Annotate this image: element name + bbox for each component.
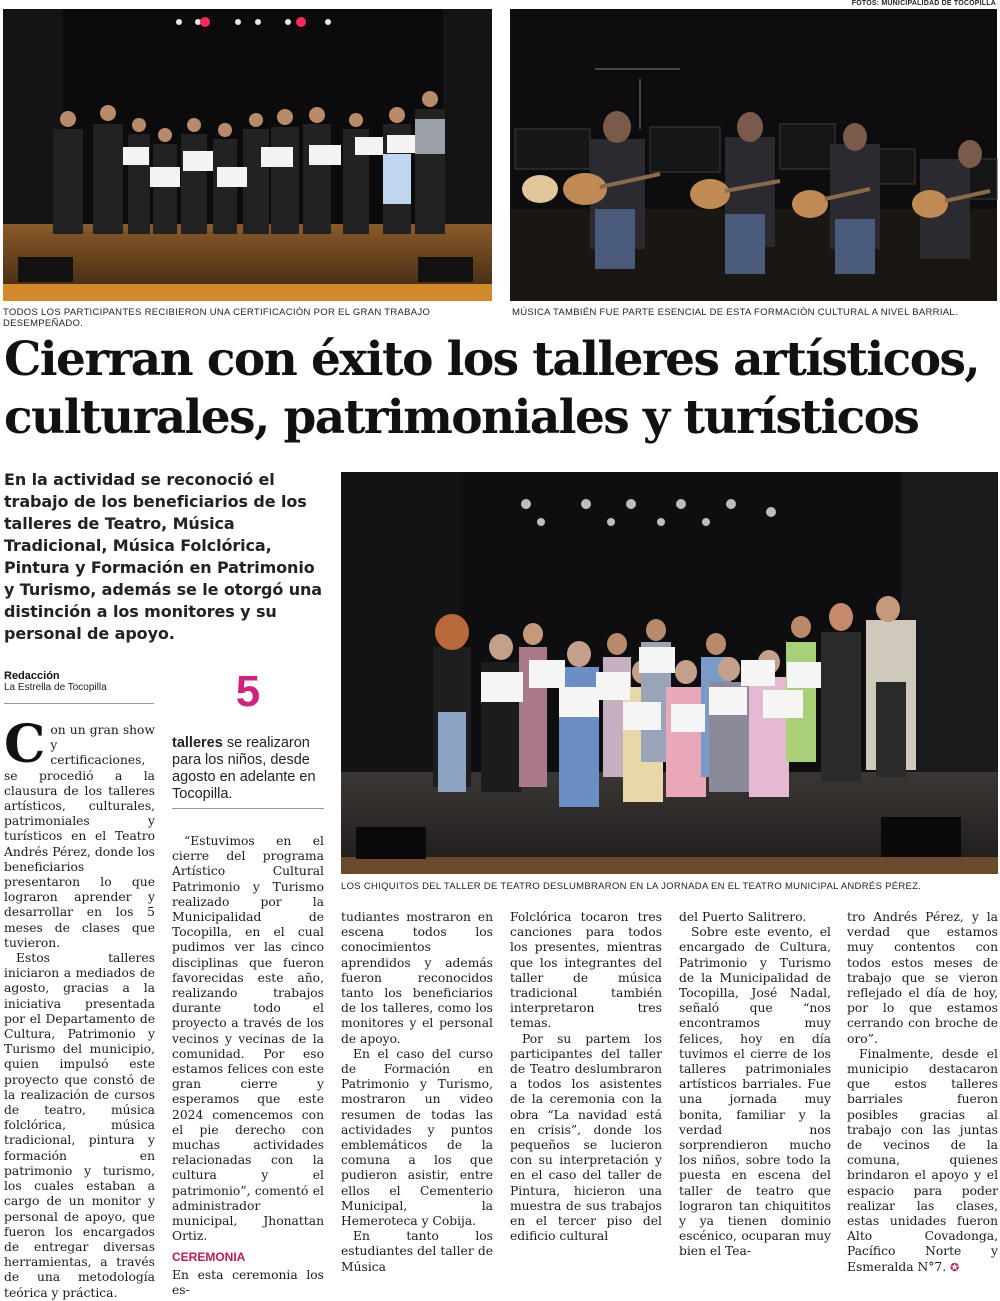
photo-theatre-children: [341, 472, 998, 874]
guitar-players-illustration: [510, 9, 997, 301]
body-column-4: [510, 910, 662, 1244]
paragraph: “Estuvimos en el cierre del programa Artístico Cultural Patrimonio y Turismo realizado por la Municipalidad de Tocopilla, en el cual pudimos ver las cinco disciplinas que fueron favorecidas este año, realizando trabajos durante todo el proyecto a través de los vecinos y vecinas de la comunidad. Por eso estamos felices con este gran cierre y esperamos que este 2024 comencemos con el pie derecho con muchas actividades relacionadas con la cultura y el patrimonio”, comentó el administrador municipal, Jhonattan Ortiz.: [172, 834, 324, 1244]
paragraph-intro: Con un gran show y certificaciones, se procedió a la clausura de los talleres artísticos, culturales, patrimoniales y turísticos en el Teatro Andrés Pérez, donde los beneficiarios presentaron lo que lograron aprender y desarrollar en los 5 meses de clases que tuvieron.: [4, 714, 155, 950]
paragraph: Estos talleres iniciaron a mediados de agosto, gracias a la iniciativa presentada por el Departamento de Cultura, Patrimonio y Turismo del municipio, quien impulsó este proyecto que constó de la realización de cursos de teatro, música folclórica, música tradicional, pintura y formación en patrimonio y turismo, los cuales estaban a cargo de un monitor y personal de apoyo, que fueron los encargados de entregar diversas herramientas, a través de una metodología teórica y práctica.: [4, 951, 155, 1300]
paragraph: Sobre este evento, el encargado de Cultura, Patrimonio y Turismo de la Municipalidad de Tocopilla, José Nadal, señaló que “nos encontramos muy felices, hoy en día tuvimos el cierre de los talleres patrimoniales artísticos barriales. Fue una jornada muy bonita, familiar y la verdad nos sorprendieron mucho los niños, sobre todo la puesta en escena del taller de teatro que lograron tan chiquititos y ya tienen dominio escénico, ocuparan muy bien el Tea-: [679, 925, 831, 1259]
paragraph: Finalmente, desde el municipio destacaron que estos talleres barriales fueron posibles gracias al trabajo con las juntas de vecinos de la comuna, quienes brindaron el apoyo y el espacio para poder realizar las clases, estas unidades fueron Alto Covadonga, Pacífico Norte y Esmeralda N°7. ✪: [847, 1046, 998, 1274]
byline-name: Redacción: [4, 670, 60, 682]
stage-group-illustration: [3, 9, 492, 301]
caption-photo-music: MÚSICA TAMBIÉN FUE PARTE ESENCIAL DE ESTA FORMACIÓN CULTURAL A NIVEL BARRIAL.: [512, 307, 958, 318]
paragraph: En esta ceremonia los es-: [172, 1267, 324, 1297]
paragraph: tro Andrés Pérez, y la verdad que estamos muy contentos con todos estos meses de trabajo que se vieron reflejado el día de hoy, por lo que estamos cerrando con broche de oro”.: [847, 910, 998, 1046]
end-mark-icon: ✪: [950, 1260, 960, 1274]
paragraph: En tanto los estudiantes del taller de Música: [341, 1229, 493, 1274]
body-column-6: [847, 910, 998, 1274]
caption-photo-certification: TODOS LOS PARTICIPANTES RECIBIERON UNA CERTIFICACIÓN POR EL GRAN TRABAJO DESEMPEÑADO.: [3, 307, 431, 329]
body-column-3: [341, 910, 493, 1274]
paragraph: Folclórica tocaron tres canciones para todos los presentes, mientras que los integrantes del taller de música tradicional también interpretaron tres temas.: [510, 910, 662, 1031]
headline-line-2: culturales, patrimoniales y turísticos: [4, 390, 919, 445]
byline-rule: [4, 703, 154, 704]
byline: [4, 670, 154, 693]
byline-publication: La Estrella de Tocopilla: [4, 682, 107, 693]
headline-line-1: Cierran con éxito los talleres artísticos,: [4, 332, 980, 387]
body-column-1: [4, 714, 155, 1300]
theatre-stage-illustration: [341, 472, 998, 874]
paragraph: tudiantes mostraron en escena todos los conocimientos aprendidos y además fueron reconocidos tanto los beneficiarios de los talleres, como los monitores y el personal de apoyo.: [341, 910, 493, 1046]
factbox-rest: se realizaron para los niños, desde agosto en adelante en Tocopilla.: [172, 735, 316, 802]
photo-certification-group: [3, 9, 492, 301]
body-column-5: [679, 910, 831, 1259]
photo-credit: FOTOS: MUNICIPALIDAD DE TOCOPILLA: [851, 0, 996, 7]
caption-photo-theatre: LOS CHIQUITOS DEL TALLER DE TEATRO DESLUMBRARON EN LA JORNADA EN EL TEATRO MUNICIPAL ANDRÉS PÉREZ.: [341, 881, 922, 892]
subhead-ceremonia: CEREMONIA: [172, 1250, 246, 1265]
paragraph: del Puerto Salitrero.: [679, 910, 807, 924]
factbox-bold: talleres: [172, 735, 223, 751]
dropcap: C: [4, 714, 46, 775]
factbox-rule: [172, 808, 324, 809]
paragraph: Por su partem los participantes del taller de Teatro deslumbraron a todos los asistentes de la ceremonia con la obra “La navidad está en crisis”, donde los pequeños se lucieron con su interpretación y en el caso del taller de Pintura, hicieron una muestra de sus trabajos en el tercer piso del edificio cultural: [510, 1031, 662, 1244]
photo-music-workshop: [510, 9, 997, 301]
paragraph: En el caso del curso de Formación en Patrimonio y Turismo, mostraron un video resumen de todas las actividades y puntos emblemáticos de la comuna a los que pudieron asistir, entre ellos el Cementerio Municipal, la Hemeroteca y Cobija.: [341, 1046, 493, 1229]
factbox-text: [172, 735, 324, 803]
body-column-2: [172, 834, 324, 1297]
lede: En la actividad se reconoció el trabajo de los beneficiarios de los talleres de Teatro, Música Tradicional, Música Folclórica, Pintura y Formación en Patrimonio y Turismo, además se le otorgó una distinción a los monitores y su personal de apoyo.: [4, 470, 322, 643]
headline: [4, 331, 1000, 447]
factbox-number: 5: [235, 667, 261, 716]
